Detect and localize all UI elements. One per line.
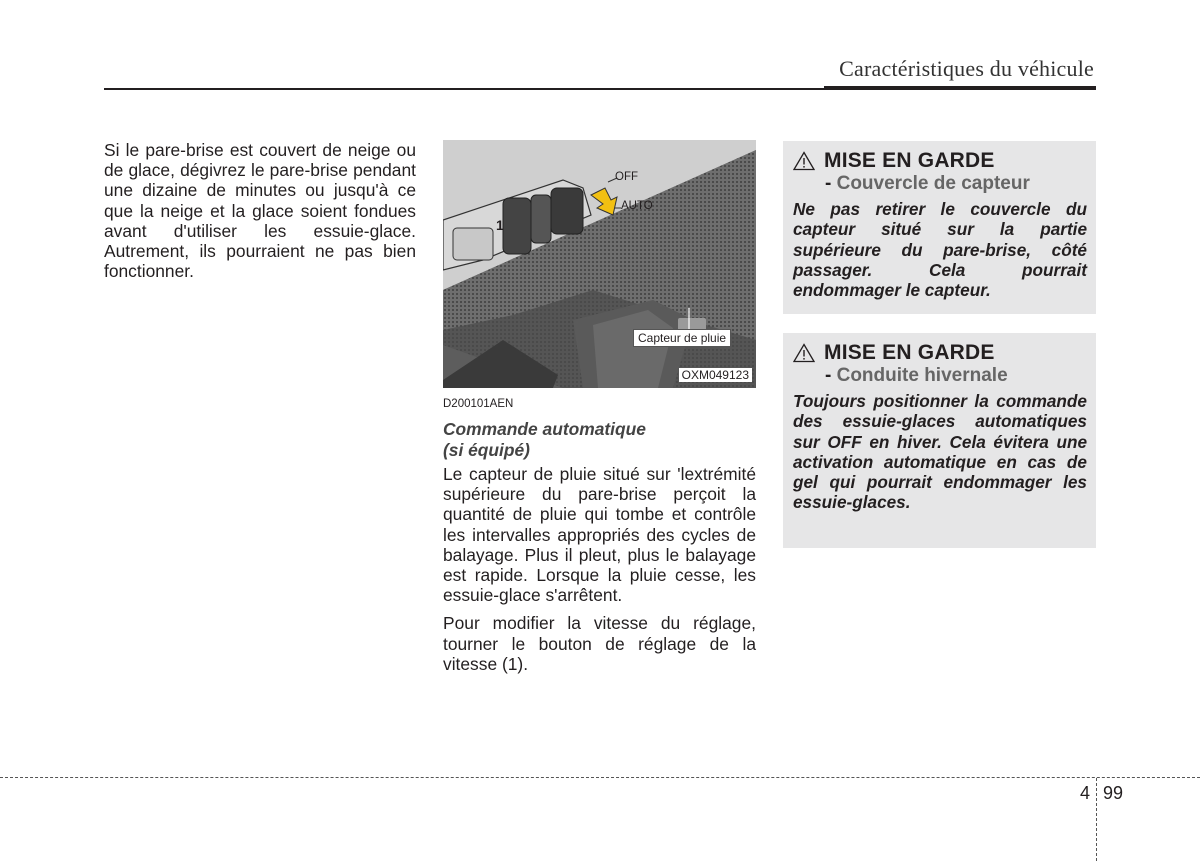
wiper-stalk-illustration (443, 140, 756, 388)
warning-title: MISE EN GARDE (824, 149, 995, 172)
warning-subtitle (825, 173, 1087, 195)
body-paragraph-2: Pour modifier la vitesse du réglage, tourner le bouton de réglage de la vitesse (1). (443, 613, 756, 674)
footer-vertical-divider (1096, 778, 1097, 861)
wiper-control-figure (443, 140, 756, 388)
figure-image-code: OXM049123 (679, 368, 752, 382)
warning-header (793, 149, 1087, 173)
warning-subtitle-text: Conduite hivernale (836, 365, 1008, 386)
header-rule-accent (824, 86, 1096, 90)
page-number: 99 (1103, 783, 1124, 803)
warning-box-winter-driving (783, 333, 1096, 548)
label-rain-sensor: Capteur de pluie (633, 329, 731, 347)
page-header-title: Caractéristiques du véhicule (839, 56, 1094, 81)
warning-title: MISE EN GARDE (824, 341, 995, 364)
warning-box-sensor-cover (783, 141, 1096, 314)
warning-triangle-icon (793, 343, 815, 363)
body-paragraph-1: Le capteur de pluie situé sur 'lextrémité supérieure du pare-brise perçoit la quantité de pluie qui tombe et contrôle les intervalles appropriés des cycles de balayage. Plus il pleut, plus le balayage est rapide. Lorsque la pluie cesse, les essuie-glace s'arrêtent. (443, 464, 756, 606)
warning-body: Ne pas retirer le couvercle du capteur situé sur la partie supérieure du pare-brise, côté passager. Cela pourrait endommager le capteur. (793, 199, 1087, 301)
warning-triangle-icon (793, 151, 815, 171)
warning-subtitle-dash: - (825, 173, 832, 194)
left-column-paragraph: Si le pare-brise est couvert de neige ou de glace, dégivrez le pare-brise pendant une dizaine de minutes ou jusqu'à ce que la neige et la glace soient fondues avant d'utiliser les essuie-glace. Autrement, ils pourraient ne pas bien fonctionner. (104, 140, 416, 282)
subtitle-line1: Commande automatique (443, 419, 646, 439)
footer-divider (0, 777, 1200, 778)
middle-column (443, 140, 756, 674)
subtitle-line2: (si équipé) (443, 439, 530, 460)
warning-subtitle-dash: - (825, 365, 832, 386)
label-auto: AUTO (621, 200, 653, 212)
label-speed-knob-number: 1 (496, 217, 504, 233)
page-chapter-number: 4 (1080, 783, 1091, 803)
label-off: OFF (615, 171, 638, 183)
warning-body: Toujours positionner la commande des essuie-glaces automatiques sur OFF en hiver. Cela évitera une activation automatique en cas de gel qui pourrait endommager les essuie-glaces. (793, 391, 1087, 513)
warning-header (793, 341, 1087, 365)
warning-subtitle (825, 365, 1087, 387)
warning-subtitle-text: Couvercle de capteur (836, 173, 1030, 194)
section-subtitle (443, 419, 756, 460)
reference-code: D200101AEN (443, 398, 514, 410)
